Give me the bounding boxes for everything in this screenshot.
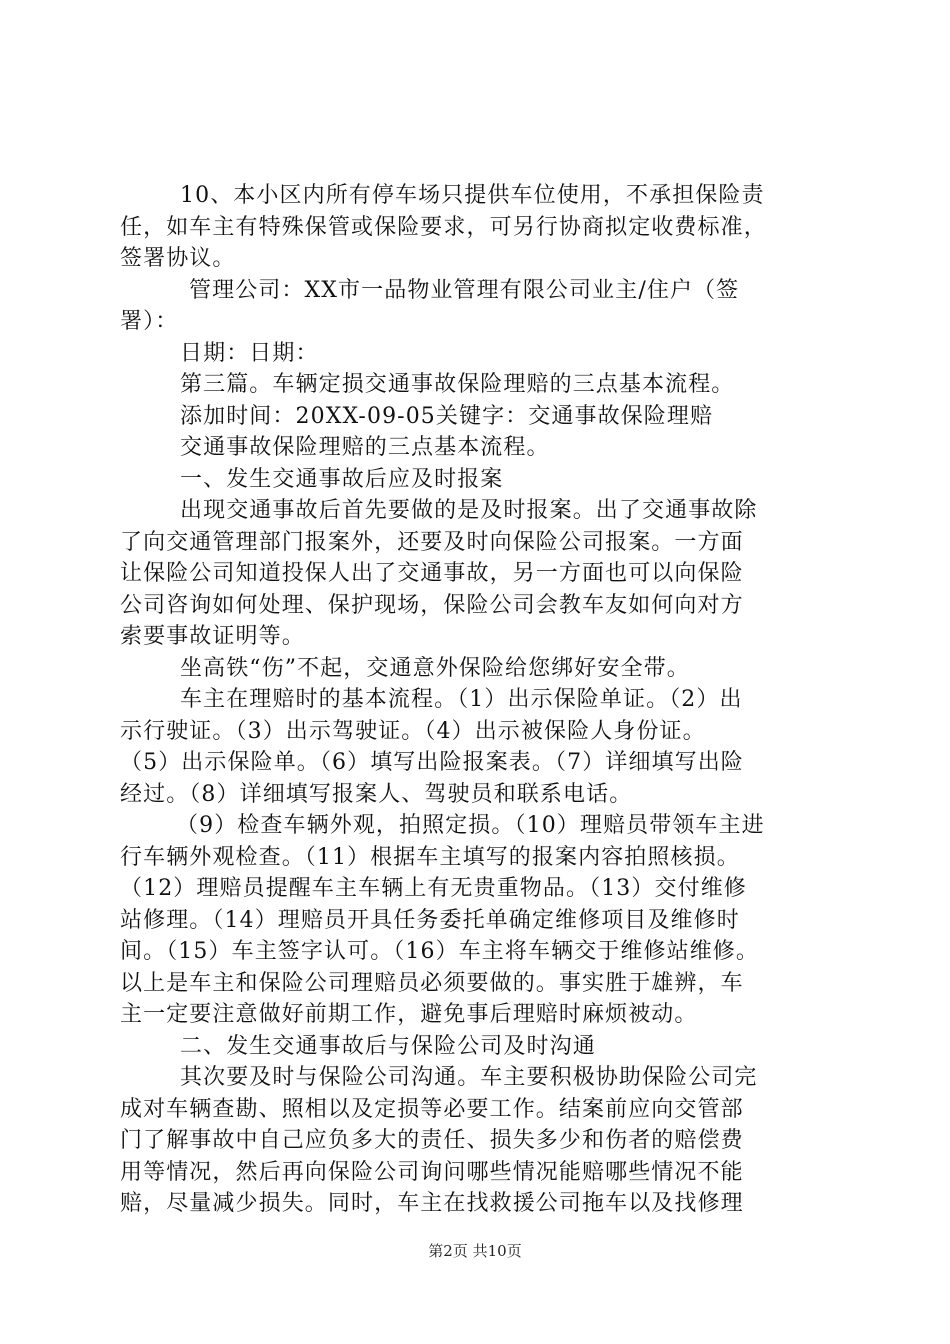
text-line: 第三篇。车辆定损交通事故保险理赔的三点基本流程。 (180, 372, 735, 397)
text-line: 索要事故证明等。 (120, 624, 305, 649)
text-line: 行车辆外观检查。（11）根据车主填写的报案内容拍照核损。 (120, 844, 740, 870)
text-line: 日期：日期： (180, 340, 319, 366)
page-footer: 第2页 共10页 (428, 1242, 522, 1260)
text-line: 交通事故保险理赔的三点基本流程。 (180, 435, 550, 460)
text-line: 让保险公司知道投保人出了交通事故，另一方面也可以向保险 (120, 561, 744, 586)
text-line: 成对车辆查勘、照相以及定损等必要工作。结案前应向交管部 (120, 1096, 744, 1122)
text-line: 一、发生交通事故后应及时报案 (180, 466, 504, 492)
text-line: 用等情况，然后再向保险公司询问哪些情况能赔哪些情况不能 (120, 1159, 744, 1185)
text-line: （12）理赔员提醒车主车辆上有无贵重物品。（13）交付维修 (120, 876, 747, 901)
text-line: 签署协议。 (120, 246, 236, 271)
text-line: 门了解事故中自己应负多大的责任、损失多少和伤者的赔偿费 (120, 1128, 744, 1153)
text-line: 二、发生交通事故后与保险公司及时沟通 (180, 1033, 596, 1059)
document-body (120, 180, 840, 1220)
text-line: 示行驶证。（3）出示驾驶证。（4）出示被保险人身份证。 (120, 718, 706, 744)
text-line: 赔，尽量减少损失。同时，车主在找救援公司拖车以及找修理 (120, 1191, 744, 1216)
text-line: 坐高铁“伤”不起，交通意外保险给您绑好安全带。 (180, 655, 690, 681)
text-line: 其次要及时与保险公司沟通。车主要积极协助保险公司完 (180, 1065, 758, 1090)
text-line: 添加时间：20XX-09-05关键字：交通事故保险理赔 (180, 403, 714, 429)
text-line: 出现交通事故后首先要做的是及时报案。出了交通事故除 (180, 498, 758, 523)
text-line: 间。（15）车主签字认可。（16）车主将车辆交于维修站维修。 (120, 939, 759, 964)
text-line: 10、本小区内所有停车场只提供车位使用，不承担保险责 (180, 183, 765, 208)
text-line: 以上是车主和保险公司理赔员必须要做的。事实胜于雄辨，车 (120, 970, 744, 996)
text-line: 管理公司：XX市一品物业管理有限公司业主/住户（签 (189, 277, 740, 303)
text-line: 署）： (120, 309, 179, 334)
text-line: 了向交通管理部门报案外，还要及时向保险公司报案。一方面 (120, 529, 744, 555)
text-line: 车主在理赔时的基本流程。（1）出示保险单证。（2）出 (180, 687, 743, 712)
text-line: （9）检查车辆外观，拍照定损。（10）理赔员带领车主进 (176, 813, 765, 838)
text-line: （5）出示保险单。（6）填写出险报案表。（7）详细填写出险 (120, 750, 744, 775)
text-line: 任，如车主有特殊保管或保险要求，可另行协商拟定收费标准， (120, 214, 767, 240)
text-line: 站修理。（14）理赔员开具任务委托单确定维修项目及维修时 (120, 907, 740, 933)
text-line: 公司咨询如何处理、保护现场，保险公司会教车友如何向对方 (120, 592, 744, 618)
text-line: 经过。（8）详细填写报案人、驾驶员和联系电话。 (120, 781, 633, 807)
text-line: 主一定要注意做好前期工作，避免事后理赔时麻烦被动。 (120, 1002, 698, 1027)
